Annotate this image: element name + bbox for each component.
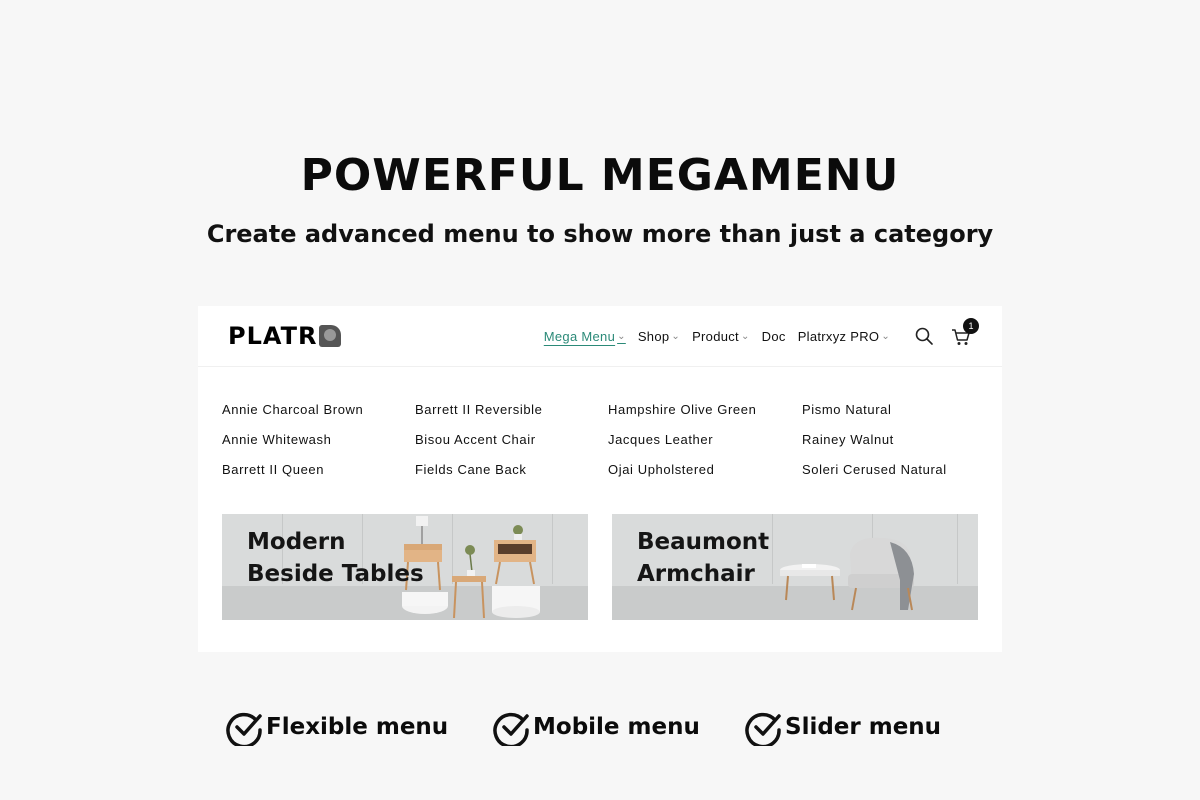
nav-item-mega-menu[interactable] — [544, 329, 626, 344]
nav-item-label: Mega Menu — [543, 328, 616, 344]
megamenu-link[interactable]: Fields Cane Back — [415, 462, 527, 477]
megamenu-link[interactable]: Bisou Accent Chair — [415, 432, 536, 447]
search-icon[interactable] — [914, 326, 934, 346]
megamenu-link[interactable]: Jacques Leather — [608, 432, 714, 447]
nav-item-doc[interactable] — [762, 329, 786, 344]
banner-title: Modern Beside Tables — [247, 529, 424, 587]
nav-item-product[interactable] — [692, 329, 750, 344]
nav-item-label: Product — [692, 328, 739, 344]
site-logo[interactable] — [228, 321, 341, 351]
megamenu-link[interactable]: Hampshire Olive Green — [608, 402, 757, 417]
feature-label: Flexible menu — [266, 714, 449, 740]
chevron-down-icon: ⌄ — [740, 330, 750, 342]
megamenu-link[interactable]: Barrett II Queen — [222, 462, 325, 477]
megamenu-link[interactable]: Barrett II Reversible — [415, 402, 543, 417]
feature-list — [0, 708, 1200, 748]
megamenu-link[interactable]: Pismo Natural — [802, 402, 892, 417]
feature-item — [493, 708, 700, 746]
feature-item — [745, 708, 941, 746]
chevron-down-icon: ⌄ — [881, 330, 890, 342]
feature-label: Mobile menu — [533, 714, 700, 740]
page-subtitle: Create advanced menu to show more than just a category — [206, 220, 994, 248]
chevron-down-icon: ⌄ — [671, 330, 681, 342]
promo-banner-beside-tables[interactable] — [222, 514, 588, 620]
site-header — [198, 306, 1002, 367]
armchair-illustration — [772, 524, 972, 620]
megamenu-link[interactable]: Ojai Upholstered — [608, 462, 715, 477]
promo-banner-armchair[interactable] — [612, 514, 978, 620]
feature-label: Slider menu — [785, 714, 942, 740]
check-circle-icon — [226, 708, 264, 746]
banner-title: Beaumont Armchair — [637, 529, 770, 587]
check-circle-icon — [745, 708, 783, 746]
megamenu-preview — [198, 306, 1002, 652]
nav-item-shop[interactable] — [638, 329, 680, 344]
logo-text: PLATR — [228, 322, 318, 350]
nav-item-platrxyz-pro[interactable] — [798, 329, 890, 344]
megamenu-link[interactable]: Rainey Walnut — [802, 432, 894, 447]
megamenu-links — [222, 402, 982, 478]
nav-item-label: Platrxyz PRO — [797, 328, 880, 344]
megamenu-link[interactable]: Annie Charcoal Brown — [222, 402, 364, 417]
nav-item-label: Shop — [637, 328, 670, 344]
megamenu-link[interactable]: Soleri Cerused Natural — [802, 462, 947, 477]
chevron-down-icon: ⌄ — [617, 330, 626, 342]
page-title: POWERFUL MEGAMENU — [300, 150, 900, 201]
nav-item-label: Doc — [761, 328, 786, 344]
cart-count-badge: 1 — [963, 318, 979, 334]
check-circle-icon — [493, 708, 531, 746]
main-nav — [544, 306, 890, 366]
megamenu-link[interactable]: Annie Whitewash — [222, 432, 332, 447]
feature-item — [226, 708, 448, 746]
logo-mark-icon — [319, 325, 341, 347]
